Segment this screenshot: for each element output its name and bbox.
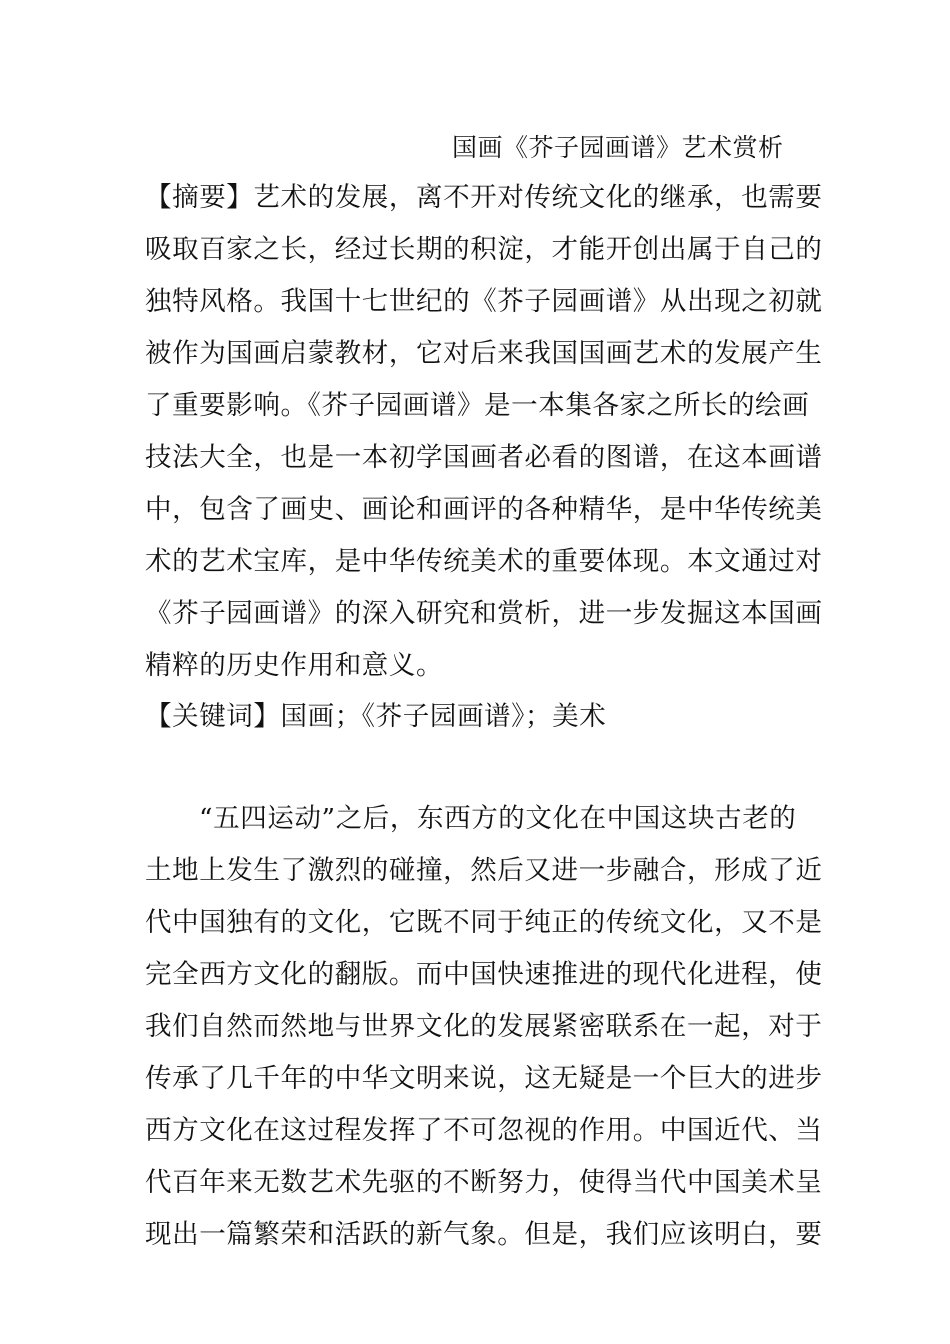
body-line: 代中国独有的文化，它既不同于纯正的传统文化，又不是 — [145, 907, 823, 938]
body-line: 传承了几千年的中华文明来说，这无疑是一个巨大的进步 — [145, 1063, 823, 1094]
abstract-line: 《芥子园画谱》的深入研究和赏析，进一步发掘这本国画 — [145, 598, 823, 629]
body-line: 代百年来无数艺术先驱的不断努力，使得当代中国美术呈 — [145, 1167, 823, 1198]
abstract-line: 精粹的历史作用和意义。 — [145, 650, 444, 681]
body-line: 西方文化在这过程发挥了不可忽视的作用。中国近代、当 — [145, 1115, 823, 1146]
document-title: 国画《芥子园画谱》艺术赏析 — [452, 133, 784, 162]
abstract-line: 术的艺术宝库，是中华传统美术的重要体现。本文通过对 — [145, 546, 823, 577]
body-line: 土地上发生了激烈的碰撞，然后又进一步融合，形成了近 — [145, 855, 823, 886]
abstract-line: 中，包含了画史、画论和画评的各种精华，是中华传统美 — [145, 494, 823, 525]
abstract-line: 【摘要】艺术的发展，离不开对传统文化的继承，也需要 — [145, 182, 823, 213]
body-line: “五四运动”之后，东西方的文化在中国这块古老的 — [199, 803, 797, 834]
abstract-line: 独特风格。我国十七世纪的《芥子园画谱》从出现之初就 — [145, 286, 823, 317]
keywords-line: 【关键词】国画；《芥子园画谱》；美术 — [145, 701, 607, 732]
body-line: 完全西方文化的翻版。而中国快速推进的现代化进程，使 — [145, 959, 823, 990]
body-line: 我们自然而然地与世界文化的发展紧密联系在一起，对于 — [145, 1011, 823, 1042]
abstract-line: 了重要影响。《芥子园画谱》是一本集各家之所长的绘画 — [145, 390, 810, 421]
abstract-line: 被作为国画启蒙教材，它对后来我国国画艺术的发展产生 — [145, 338, 823, 369]
abstract-line: 技法大全，也是一本初学国画者必看的图谱，在这本画谱 — [145, 442, 823, 473]
body-line: 现出一篇繁荣和活跃的新气象。但是，我们应该明白，要 — [145, 1219, 823, 1250]
abstract-line: 吸取百家之长，经过长期的积淀，才能开创出属于自己的 — [145, 234, 823, 265]
